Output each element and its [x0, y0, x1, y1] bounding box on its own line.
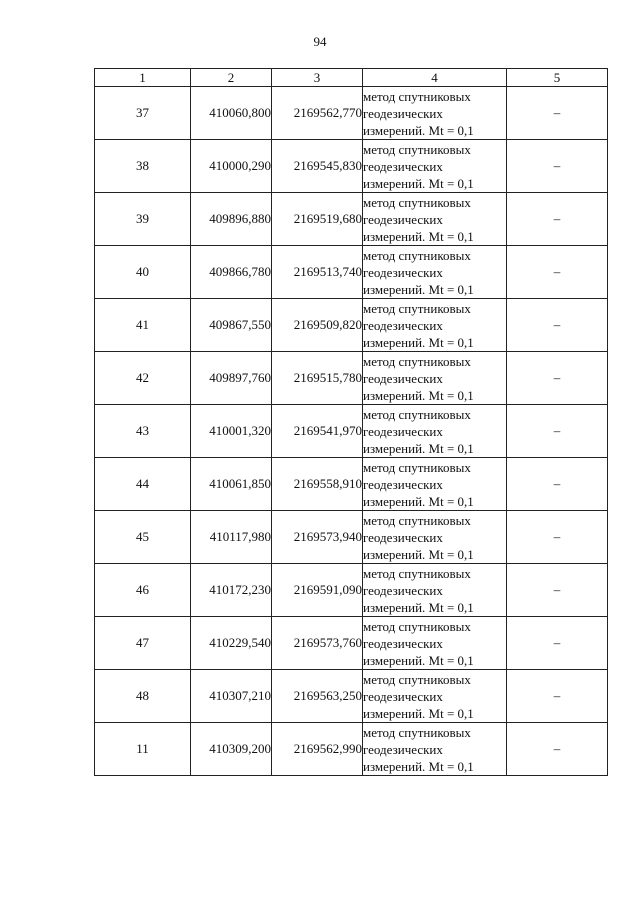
header-col-1: 1 — [95, 69, 191, 87]
point-number-cell: 47 — [95, 617, 191, 670]
x-coordinate-cell: 410307,210 — [191, 670, 272, 723]
note-cell: – — [507, 193, 608, 246]
y-coordinate-cell: 2169591,090 — [272, 564, 363, 617]
table-row — [95, 670, 608, 723]
y-coordinate-cell: 2169562,770 — [272, 87, 363, 140]
table-row — [95, 246, 608, 299]
method-cell: метод спутниковых геодезических измерений. Mt = 0,1 — [363, 511, 507, 564]
y-coordinate-cell: 2169541,970 — [272, 405, 363, 458]
note-cell: – — [507, 511, 608, 564]
note-cell: – — [507, 564, 608, 617]
method-cell: метод спутниковых геодезических измерений. Mt = 0,1 — [363, 405, 507, 458]
x-coordinate-cell: 409896,880 — [191, 193, 272, 246]
point-number-cell: 44 — [95, 458, 191, 511]
method-cell: метод спутниковых геодезических измерений. Mt = 0,1 — [363, 87, 507, 140]
point-number-cell: 39 — [95, 193, 191, 246]
note-cell: – — [507, 723, 608, 776]
table-row — [95, 87, 608, 140]
method-cell: метод спутниковых геодезических измерений. Mt = 0,1 — [363, 140, 507, 193]
point-number-cell: 46 — [95, 564, 191, 617]
x-coordinate-cell: 410060,800 — [191, 87, 272, 140]
y-coordinate-cell: 2169545,830 — [272, 140, 363, 193]
header-col-2: 2 — [191, 69, 272, 87]
table-row — [95, 511, 608, 564]
method-cell: метод спутниковых геодезических измерений. Mt = 0,1 — [363, 299, 507, 352]
point-number-cell: 48 — [95, 670, 191, 723]
method-cell: метод спутниковых геодезических измерений. Mt = 0,1 — [363, 564, 507, 617]
x-coordinate-cell: 410000,290 — [191, 140, 272, 193]
x-coordinate-cell: 410172,230 — [191, 564, 272, 617]
y-coordinate-cell: 2169573,760 — [272, 617, 363, 670]
point-number-cell: 45 — [95, 511, 191, 564]
note-cell: – — [507, 246, 608, 299]
note-cell: – — [507, 299, 608, 352]
coordinates-table — [94, 68, 608, 776]
x-coordinate-cell: 410309,200 — [191, 723, 272, 776]
table-row — [95, 140, 608, 193]
note-cell: – — [507, 405, 608, 458]
point-number-cell: 40 — [95, 246, 191, 299]
table-row — [95, 299, 608, 352]
method-cell: метод спутниковых геодезических измерений. Mt = 0,1 — [363, 193, 507, 246]
x-coordinate-cell: 410117,980 — [191, 511, 272, 564]
point-number-cell: 43 — [95, 405, 191, 458]
method-cell: метод спутниковых геодезических измерений. Mt = 0,1 — [363, 723, 507, 776]
x-coordinate-cell: 410061,850 — [191, 458, 272, 511]
table-body — [95, 87, 608, 776]
point-number-cell: 37 — [95, 87, 191, 140]
method-cell: метод спутниковых геодезических измерений. Mt = 0,1 — [363, 352, 507, 405]
table-row — [95, 352, 608, 405]
y-coordinate-cell: 2169515,780 — [272, 352, 363, 405]
note-cell: – — [507, 352, 608, 405]
note-cell: – — [507, 458, 608, 511]
method-cell: метод спутниковых геодезических измерений. Mt = 0,1 — [363, 670, 507, 723]
point-number-cell: 11 — [95, 723, 191, 776]
y-coordinate-cell: 2169519,680 — [272, 193, 363, 246]
table-row — [95, 458, 608, 511]
table-header-row — [95, 69, 608, 87]
y-coordinate-cell: 2169513,740 — [272, 246, 363, 299]
y-coordinate-cell: 2169562,990 — [272, 723, 363, 776]
table-row — [95, 193, 608, 246]
x-coordinate-cell: 410229,540 — [191, 617, 272, 670]
x-coordinate-cell: 409867,550 — [191, 299, 272, 352]
method-cell: метод спутниковых геодезических измерений. Mt = 0,1 — [363, 458, 507, 511]
point-number-cell: 38 — [95, 140, 191, 193]
y-coordinate-cell: 2169509,820 — [272, 299, 363, 352]
note-cell: – — [507, 87, 608, 140]
header-col-3: 3 — [272, 69, 363, 87]
table-row — [95, 405, 608, 458]
table-row — [95, 723, 608, 776]
note-cell: – — [507, 140, 608, 193]
point-number-cell: 42 — [95, 352, 191, 405]
table-row — [95, 617, 608, 670]
header-col-4: 4 — [363, 69, 507, 87]
x-coordinate-cell: 409866,780 — [191, 246, 272, 299]
method-cell: метод спутниковых геодезических измерений. Mt = 0,1 — [363, 617, 507, 670]
y-coordinate-cell: 2169558,910 — [272, 458, 363, 511]
method-cell: метод спутниковых геодезических измерений. Mt = 0,1 — [363, 246, 507, 299]
note-cell: – — [507, 670, 608, 723]
y-coordinate-cell: 2169563,250 — [272, 670, 363, 723]
x-coordinate-cell: 410001,320 — [191, 405, 272, 458]
page-number: 94 — [313, 34, 327, 49]
header-col-5: 5 — [507, 69, 608, 87]
x-coordinate-cell: 409897,760 — [191, 352, 272, 405]
note-cell: – — [507, 617, 608, 670]
point-number-cell: 41 — [95, 299, 191, 352]
table-row — [95, 564, 608, 617]
y-coordinate-cell: 2169573,940 — [272, 511, 363, 564]
